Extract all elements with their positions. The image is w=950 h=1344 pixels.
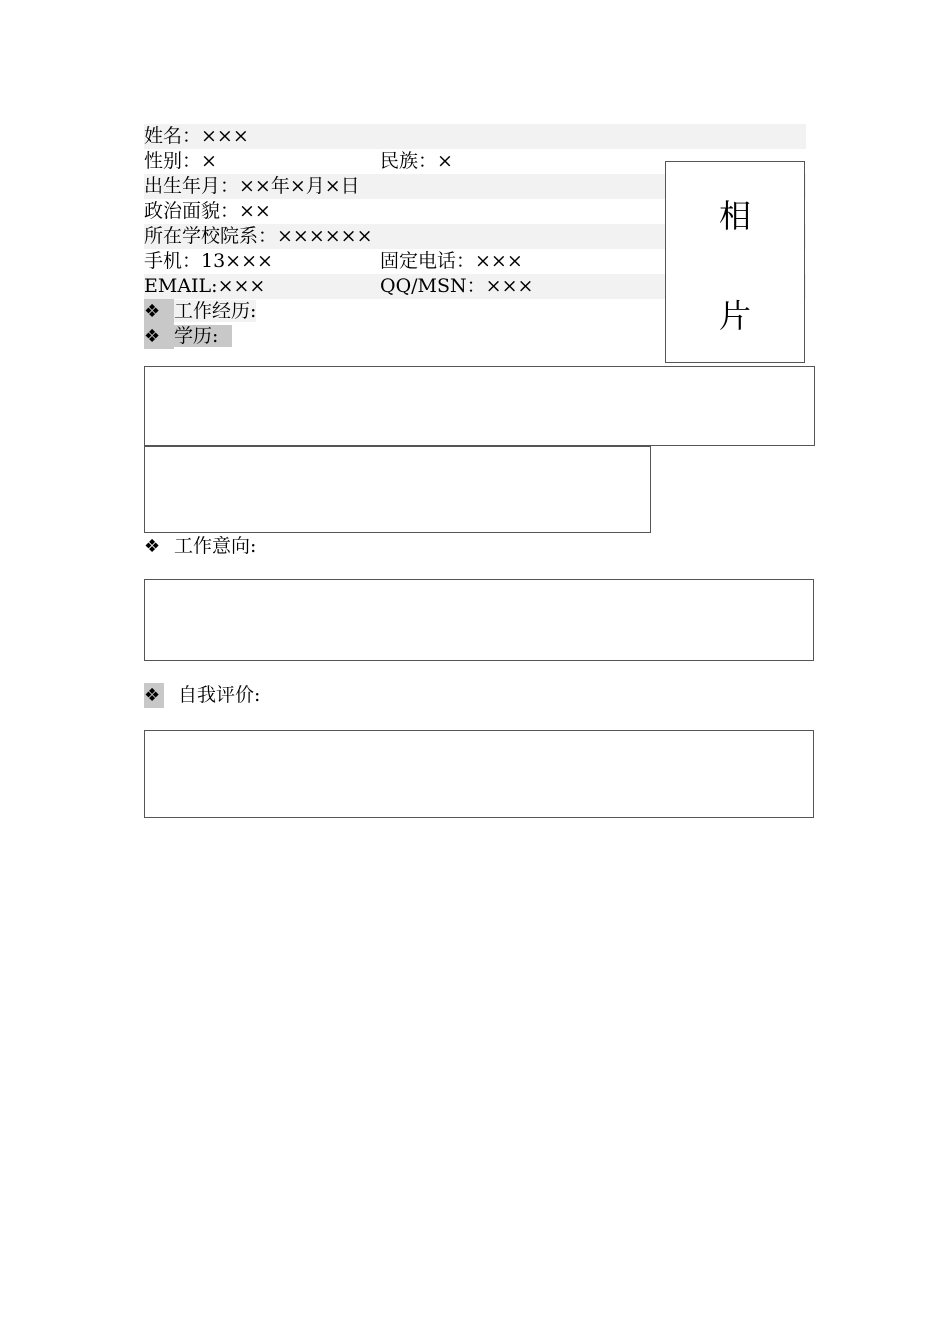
ethnicity-field: 民族：× (380, 150, 453, 172)
phone-row (144, 249, 664, 274)
email-field: EMAIL:××× (144, 275, 266, 297)
name-row (144, 124, 806, 149)
school-field: 所在学校院系：×××××× (144, 225, 373, 247)
self-evaluation-heading (144, 683, 260, 708)
bullet-diamond-icon: ❖ (144, 324, 174, 349)
photo-label-char-2: 片 (718, 297, 751, 335)
job-intention-label: 工作意向: (174, 535, 257, 557)
bullet-diamond-icon: ❖ (144, 683, 164, 708)
gender-row (144, 149, 664, 174)
education-heading (144, 324, 232, 349)
political-row (144, 199, 664, 224)
mobile-field: 手机：13××× (144, 250, 273, 272)
birth-field: 出生年月：××年×月×日 (144, 175, 360, 197)
qq-msn-field: QQ/MSN：××× (380, 275, 534, 297)
job-intention-heading (144, 534, 256, 559)
gender-field: 性别：× (144, 150, 217, 172)
photo-label-char-1: 相 (718, 197, 751, 235)
self-evaluation-label: 自我评价: (178, 684, 261, 706)
political-status-field: 政治面貌：×× (144, 200, 271, 222)
work-experience-heading (144, 299, 256, 324)
education-label: 学历: (174, 325, 232, 347)
bullet-diamond-icon: ❖ (144, 299, 174, 324)
photo-placeholder (665, 161, 805, 363)
name-field: 姓名：××× (144, 125, 249, 147)
work-experience-label: 工作经历: (174, 300, 257, 322)
self-evaluation-box (144, 730, 814, 818)
work-experience-box (144, 366, 815, 446)
bullet-diamond-icon: ❖ (144, 536, 161, 557)
education-box (144, 446, 651, 533)
landline-field: 固定电话：××× (380, 250, 523, 272)
job-intention-box (144, 579, 814, 661)
